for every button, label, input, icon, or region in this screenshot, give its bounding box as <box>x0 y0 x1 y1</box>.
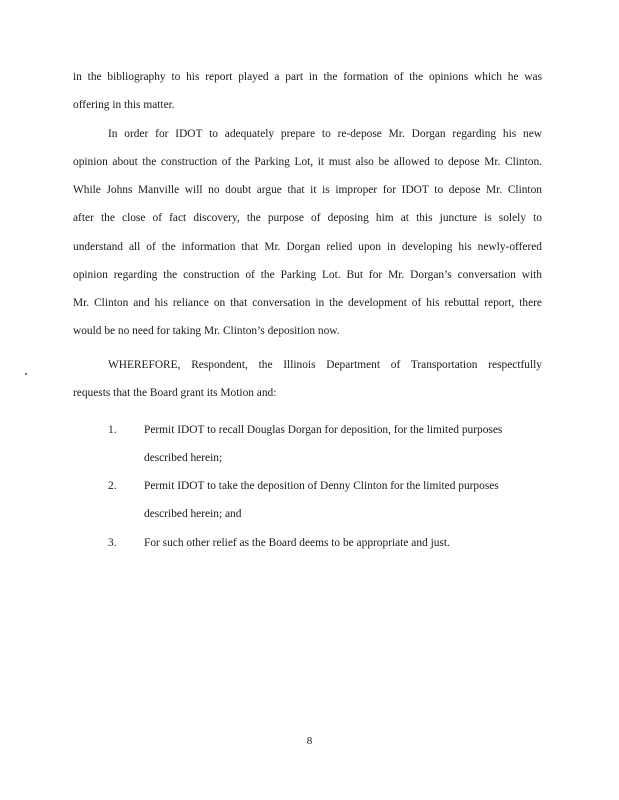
list-item-number: 2. <box>108 480 117 492</box>
list-item-text-line: described herein; <box>144 452 223 464</box>
paragraph3-line-2: requests that the Board grant its Motion and: <box>73 387 277 399</box>
paragraph2-line-2: opinion about the construction of the Parking Lot, it must also be allowed to depose Mr. Clinton. <box>73 156 542 168</box>
list-item-text-line: described herein; and <box>144 508 242 520</box>
list-item-text-line: For such other relief as the Board deems to be appropriate and just. <box>144 537 450 549</box>
page-number: 8 <box>306 735 313 747</box>
paragraph2-line-1: In order for IDOT to adequately prepare to re-depose Mr. Dorgan regarding his new <box>108 128 542 140</box>
paragraph2-line-6: opinion regarding the construction of the Parking Lot. But for Mr. Dorgan’s conversation with <box>73 269 542 281</box>
paragraph2-line-7: Mr. Clinton and his reliance on that conversation in the development of his rebuttal report, there <box>73 297 542 309</box>
paragraph2-line-8: would be no need for taking Mr. Clinton’s deposition now. <box>73 325 340 337</box>
paragraph2-line-5: understand all of the information that Mr. Dorgan relied upon in developing his newly-offered <box>73 241 542 253</box>
paragraph1-line-2: offering in this matter. <box>73 99 175 111</box>
scan-speck <box>25 373 27 375</box>
list-item-text-line: Permit IDOT to take the deposition of Denny Clinton for the limited purposes <box>144 480 499 492</box>
paragraph2-line-4: after the close of fact discovery, the purpose of deposing him at this juncture is solely to <box>73 212 542 224</box>
paragraph3-line-1: WHEREFORE, Respondent, the Illinois Department of Transportation respectfully <box>108 359 542 371</box>
paragraph1-line-1: in the bibliography to his report played a part in the formation of the opinions which he was <box>73 71 542 83</box>
list-item-text-line: Permit IDOT to recall Douglas Dorgan for deposition, for the limited purposes <box>144 424 503 436</box>
list-item-number: 3. <box>108 537 117 549</box>
list-item-number: 1. <box>108 424 117 436</box>
paragraph2-line-3: While Johns Manville will no doubt argue that it is improper for IDOT to depose Mr. Clinton <box>73 184 542 196</box>
